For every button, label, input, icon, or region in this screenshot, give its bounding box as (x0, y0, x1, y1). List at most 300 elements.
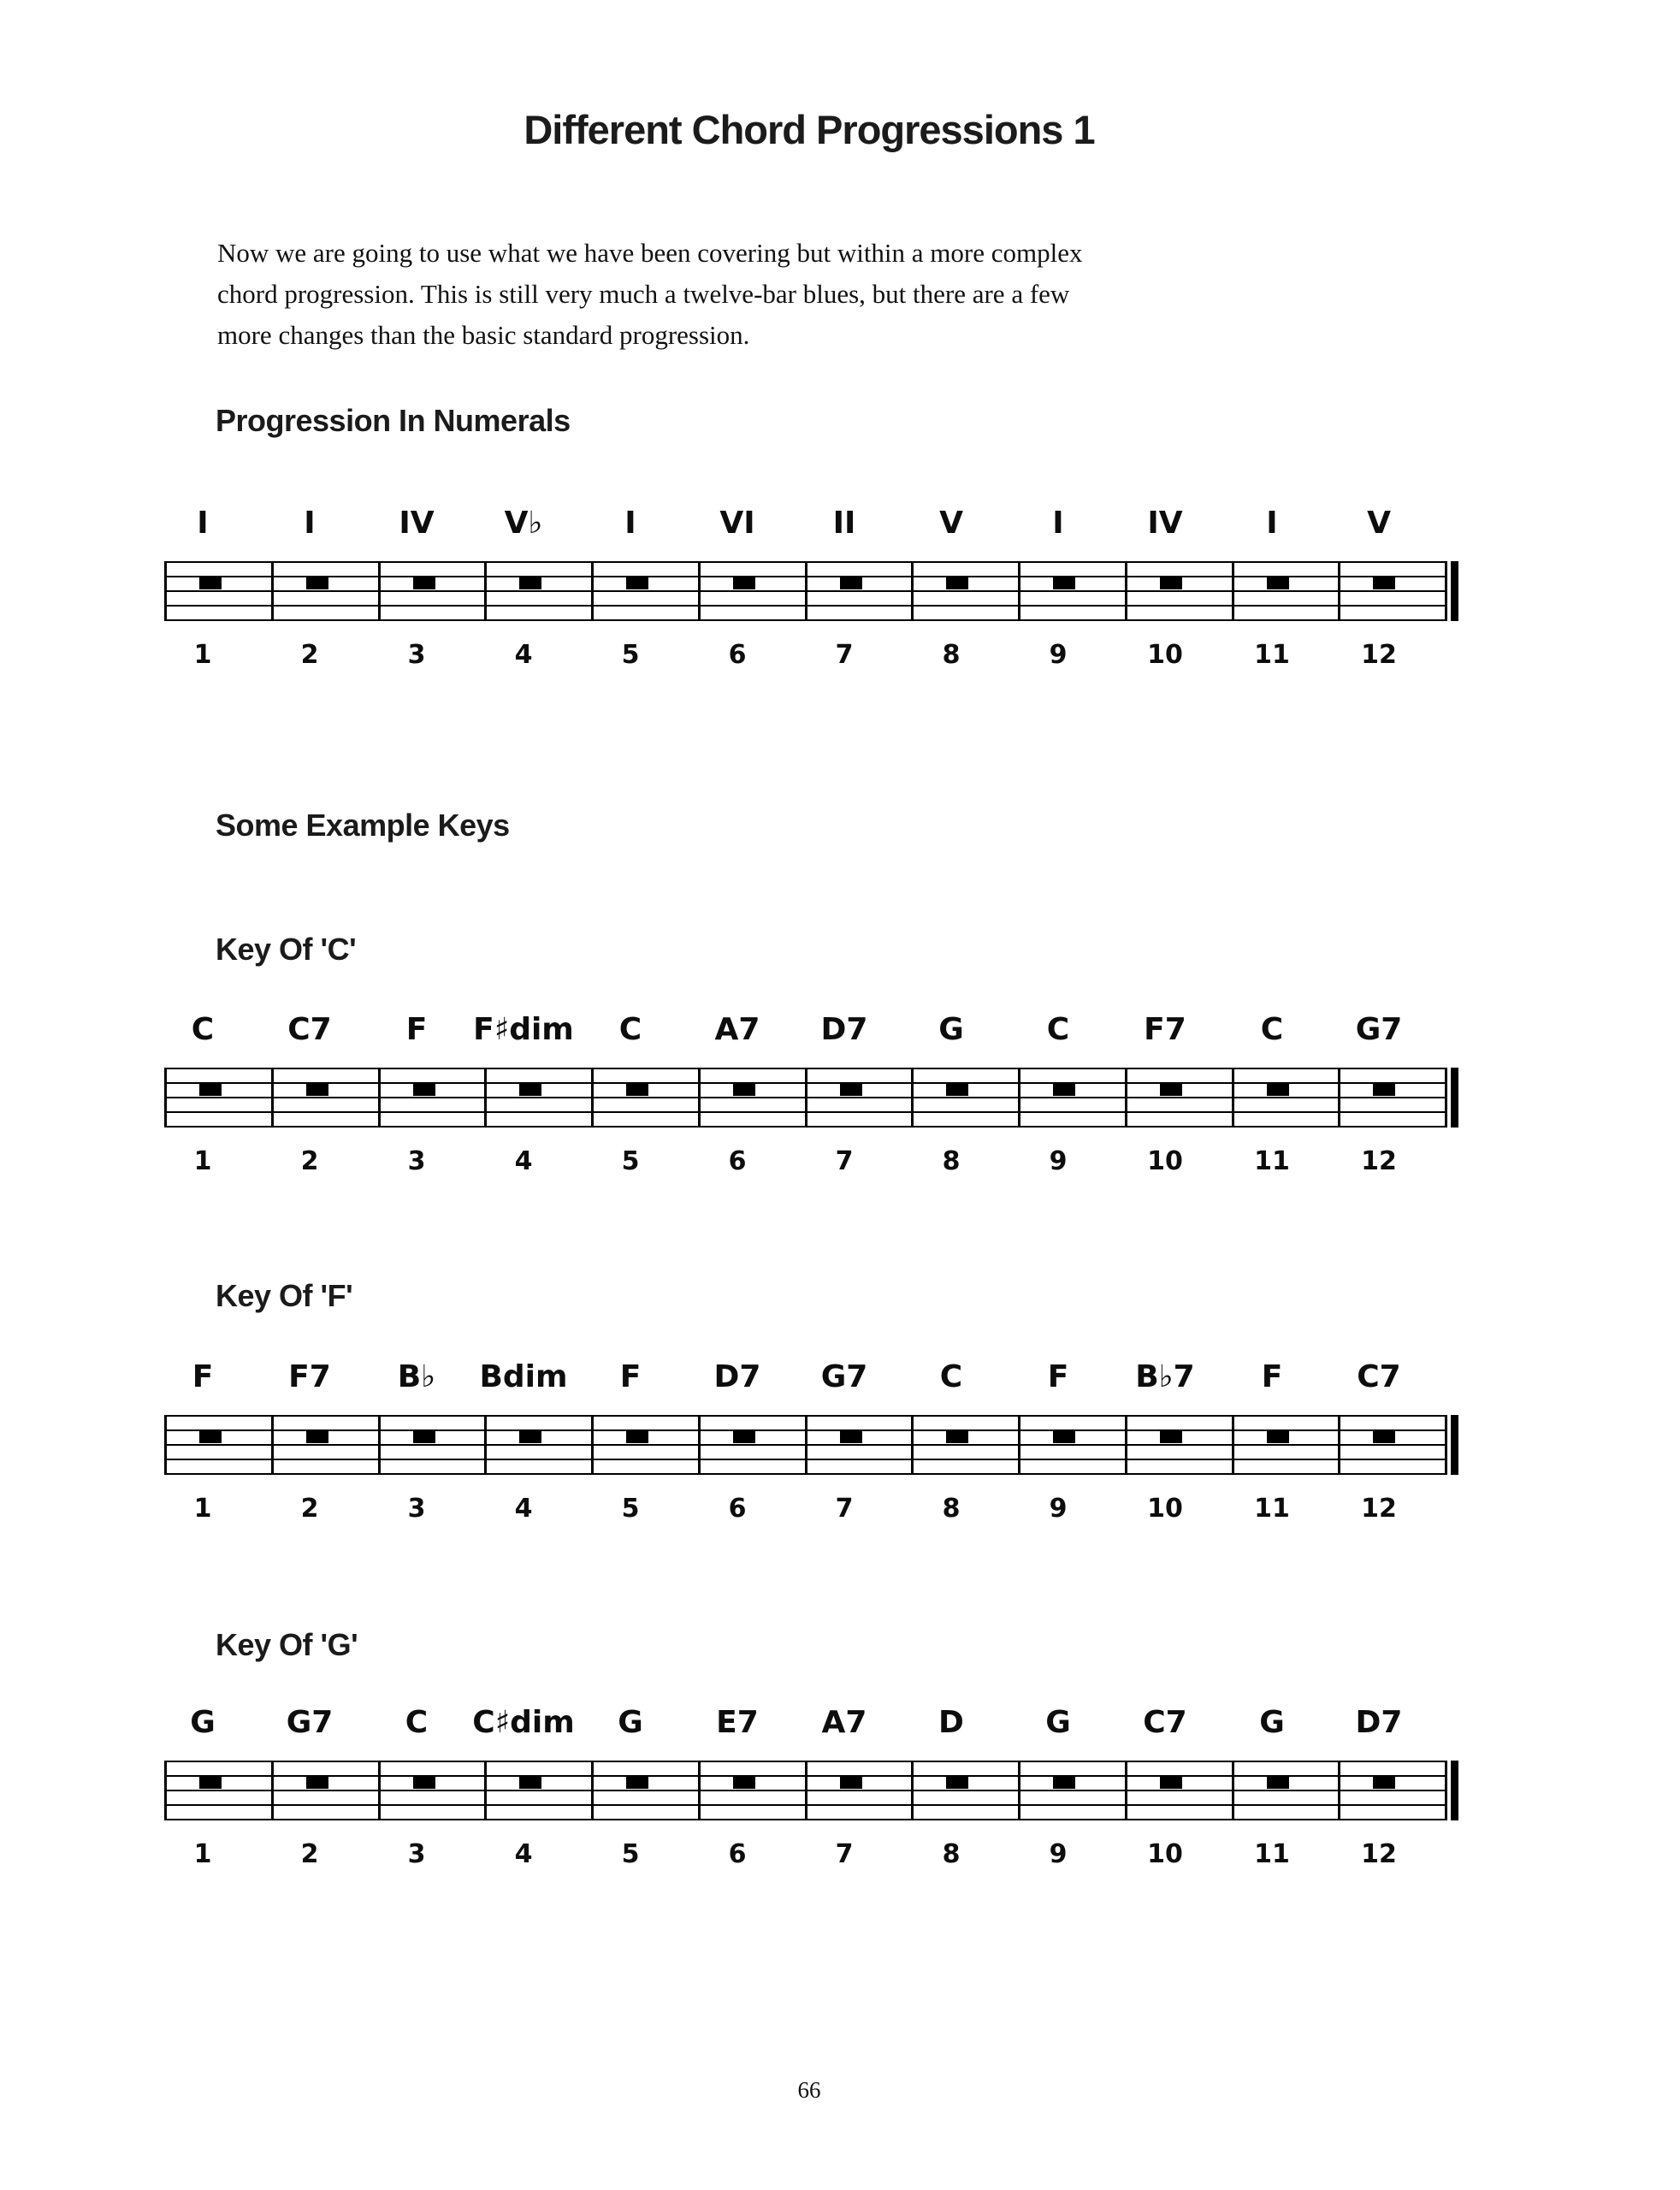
chord-cell (806, 1009, 913, 1051)
chord-cell (378, 1357, 485, 1398)
staff (164, 561, 1447, 621)
chord-cell (271, 503, 378, 544)
bar-number-cell (913, 1490, 1020, 1528)
chord-label: Bdim (479, 1359, 568, 1394)
bar-number-cell (699, 1490, 806, 1528)
chord-label: I (197, 506, 209, 541)
whole-rest-icon (733, 1431, 755, 1443)
bar-number: 12 (1361, 1146, 1397, 1176)
chord-cell (485, 503, 592, 544)
bar-number-cell (1127, 1836, 1233, 1873)
chord-label: C (1260, 1012, 1284, 1047)
chord-cell (378, 1702, 485, 1743)
bar-number: 12 (1361, 1494, 1397, 1524)
whole-rest-icon (840, 1431, 862, 1443)
bar-number: 6 (728, 1494, 747, 1524)
chord-label: F (1047, 1359, 1069, 1394)
bar-number: 8 (942, 1839, 961, 1869)
chord-cell (1020, 1357, 1127, 1398)
measure (1020, 561, 1127, 621)
bar-number-cell (1020, 1490, 1127, 1528)
measure (381, 1415, 488, 1475)
whole-rest-icon (1053, 1431, 1075, 1443)
chord-cell (479, 1357, 592, 1398)
bar-number-cell (271, 636, 378, 674)
final-barline (1451, 1761, 1458, 1820)
bar-number: 3 (407, 640, 426, 670)
chord-label: G7 (820, 1359, 868, 1394)
measure (1234, 1415, 1341, 1475)
bar-number: 8 (942, 1494, 961, 1524)
bar-number: 10 (1147, 640, 1183, 670)
final-barline (1451, 561, 1458, 621)
chord-cell (164, 1357, 271, 1398)
whole-rest-icon (946, 1084, 968, 1096)
measure (1127, 1068, 1234, 1128)
measure (914, 1761, 1020, 1820)
whole-rest-icon (1373, 1777, 1395, 1789)
measure (914, 1415, 1020, 1475)
staff-key-of-c (164, 1009, 1447, 1181)
bar-number-cell (164, 1836, 271, 1873)
chord-label: G (938, 1012, 964, 1047)
whole-rest-icon (306, 1084, 328, 1096)
bar-number: 6 (728, 1146, 747, 1176)
measure (701, 1761, 807, 1820)
bar-number: 4 (514, 1494, 533, 1524)
bar-number-cell (378, 1143, 485, 1181)
measure (274, 1415, 381, 1475)
measure (1234, 561, 1341, 621)
chord-cell (472, 1702, 592, 1743)
chord-cell (1233, 1702, 1340, 1743)
bar-number-cell (271, 1836, 378, 1873)
measures (164, 1415, 1447, 1475)
page-title: Different Chord Progressions 1 (524, 107, 1095, 152)
chord-cell (1020, 503, 1127, 544)
bar-number-cell (485, 636, 592, 674)
bar-number-cell (1020, 1836, 1127, 1873)
whole-rest-icon (1053, 1084, 1075, 1096)
chord-cell (806, 503, 913, 544)
bar-number: 5 (621, 1494, 640, 1524)
bar-number: 10 (1147, 1146, 1183, 1176)
intro-paragraph (217, 233, 1466, 356)
measure (1340, 1068, 1447, 1128)
chord-cell (271, 1702, 378, 1743)
bar-number-cell (699, 1836, 806, 1873)
bar-number: 7 (835, 1494, 854, 1524)
measure (381, 1761, 488, 1820)
measure (914, 561, 1020, 621)
whole-rest-icon (199, 577, 222, 589)
bar-number: 4 (514, 1146, 533, 1176)
chord-cell (806, 1357, 913, 1398)
bar-number-cell (1340, 1490, 1447, 1528)
bar-number-cell (1020, 1143, 1127, 1181)
chord-label: I (624, 506, 636, 541)
measure (1340, 1415, 1447, 1475)
whole-rest-icon (626, 1084, 648, 1096)
bar-number-cell (164, 1490, 271, 1528)
measure (1340, 1761, 1447, 1820)
whole-rest-icon (519, 1431, 541, 1443)
staff-key-of-g (164, 1702, 1447, 1873)
chord-label: G7 (1355, 1012, 1403, 1047)
chord-row (164, 503, 1447, 544)
bar-number-cell (806, 636, 913, 674)
bar-number-cell (485, 1490, 592, 1528)
measure (594, 1068, 701, 1128)
bar-number-row (164, 1490, 1447, 1528)
chord-label: V (1367, 506, 1391, 541)
bar-number: 6 (728, 1839, 747, 1869)
bar-number: 2 (300, 1494, 319, 1524)
measure (381, 1068, 488, 1128)
bar-number: 7 (835, 1839, 854, 1869)
chord-label: F♯dim (473, 1012, 574, 1047)
chord-cell (271, 1357, 378, 1398)
whole-rest-icon (733, 577, 755, 589)
bar-number: 8 (942, 1146, 961, 1176)
measure (487, 1761, 594, 1820)
bar-number: 9 (1049, 640, 1068, 670)
chord-cell (1233, 503, 1340, 544)
measure (487, 561, 594, 621)
chord-label: F (1261, 1359, 1283, 1394)
whole-rest-icon (199, 1431, 222, 1443)
whole-rest-icon (306, 1431, 328, 1443)
bar-number-cell (485, 1143, 592, 1181)
chord-cell (699, 503, 806, 544)
bar-number-cell (1340, 1143, 1447, 1181)
final-barline (1451, 1068, 1458, 1128)
chord-label: E7 (716, 1705, 759, 1740)
bar-number: 8 (942, 640, 961, 670)
chord-cell (378, 503, 485, 544)
measure (807, 1761, 914, 1820)
whole-rest-icon (1373, 1084, 1395, 1096)
bar-number-cell (1233, 1836, 1340, 1873)
whole-rest-icon (519, 577, 541, 589)
heading-key-of-c: Key Of 'C' (216, 932, 357, 967)
chord-cell (1020, 1009, 1127, 1051)
chord-label: D (938, 1705, 964, 1740)
intro-line: chord progression. This is still very much a twelve-bar blues, but there are a few (217, 279, 1070, 309)
chord-label: IV (1147, 506, 1183, 541)
bar-number: 7 (835, 1146, 854, 1176)
chord-row (164, 1702, 1447, 1743)
measure (274, 1761, 381, 1820)
measure (1234, 1068, 1341, 1128)
bar-number-cell (806, 1836, 913, 1873)
chord-cell (592, 1009, 699, 1051)
chord-cell (913, 1357, 1020, 1398)
whole-rest-icon (199, 1777, 222, 1789)
whole-rest-icon (413, 577, 435, 589)
whole-rest-icon (306, 577, 328, 589)
bar-number-cell (378, 636, 485, 674)
heading-key-of-g: Key Of 'G' (216, 1627, 358, 1662)
bar-number: 3 (407, 1494, 426, 1524)
whole-rest-icon (733, 1777, 755, 1789)
measure (701, 1415, 807, 1475)
chord-label: V (939, 506, 963, 541)
page-number: 66 (797, 2077, 821, 2103)
chord-cell (1233, 1009, 1340, 1051)
bar-number: 1 (193, 1494, 212, 1524)
chord-row (164, 1009, 1447, 1051)
whole-rest-icon (413, 1084, 435, 1096)
chord-cell (699, 1357, 806, 1398)
measure (1234, 1761, 1341, 1820)
bar-number-row (164, 636, 1447, 674)
chord-cell (699, 1702, 806, 1743)
bar-number-cell (164, 636, 271, 674)
chord-label: F7 (1144, 1012, 1186, 1047)
chord-label: C7 (1143, 1705, 1187, 1740)
whole-rest-icon (306, 1777, 328, 1789)
measures (164, 1068, 1447, 1128)
measure (1340, 561, 1447, 621)
chord-label: G (618, 1705, 643, 1740)
chord-label: V♭ (504, 506, 543, 541)
bar-number-cell (913, 636, 1020, 674)
bar-number: 12 (1361, 1839, 1397, 1869)
chord-cell (473, 1009, 592, 1051)
bar-number: 10 (1147, 1839, 1183, 1869)
chord-label: C (939, 1359, 963, 1394)
chord-label: B♭ (397, 1359, 436, 1394)
bar-number-cell (1127, 1490, 1233, 1528)
chord-cell (271, 1009, 378, 1051)
chord-label: F (405, 1012, 428, 1047)
measure (1020, 1415, 1127, 1475)
whole-rest-icon (1373, 1431, 1395, 1443)
chord-cell (592, 503, 699, 544)
whole-rest-icon (1160, 1777, 1182, 1789)
chord-label: F (192, 1359, 214, 1394)
measure (594, 1415, 701, 1475)
chord-cell (1127, 503, 1233, 544)
chord-label: C7 (287, 1012, 332, 1047)
whole-rest-icon (626, 1431, 648, 1443)
bar-number: 1 (193, 1146, 212, 1176)
chord-cell (806, 1702, 913, 1743)
bar-number: 1 (193, 640, 212, 670)
intro-line: more changes than the basic standard progression. (217, 320, 750, 350)
whole-rest-icon (1160, 1084, 1182, 1096)
measure (164, 561, 274, 621)
chord-label: A7 (821, 1705, 867, 1740)
bar-number: 12 (1361, 640, 1397, 670)
whole-rest-icon (1053, 577, 1075, 589)
measure (164, 1415, 274, 1475)
whole-rest-icon (519, 1084, 541, 1096)
measures (164, 1761, 1447, 1820)
measure (807, 561, 914, 621)
chord-cell (1127, 1702, 1233, 1743)
whole-rest-icon (1160, 577, 1182, 589)
bar-number: 5 (621, 1839, 640, 1869)
measure (701, 561, 807, 621)
chord-label: C7 (1357, 1359, 1401, 1394)
staff-key-of-f (164, 1357, 1447, 1528)
whole-rest-icon (1053, 1777, 1075, 1789)
staff-numerals (164, 503, 1447, 674)
bar-number: 3 (407, 1839, 426, 1869)
whole-rest-icon (946, 577, 968, 589)
intro-line: Now we are going to use what we have been covering but within a more complex (217, 238, 1083, 268)
chord-cell (913, 1702, 1020, 1743)
whole-rest-icon (1267, 577, 1289, 589)
bar-number-cell (1233, 1490, 1340, 1528)
bar-number: 2 (300, 1839, 319, 1869)
final-barline (1451, 1415, 1458, 1475)
measure (1127, 1761, 1234, 1820)
heading-key-of-f: Key Of 'F' (216, 1278, 353, 1313)
chord-label: II (832, 506, 856, 541)
chord-cell (378, 1009, 485, 1051)
whole-rest-icon (733, 1084, 755, 1096)
whole-rest-icon (946, 1431, 968, 1443)
bar-number: 7 (835, 640, 854, 670)
whole-rest-icon (840, 577, 862, 589)
chord-label: D7 (1355, 1705, 1403, 1740)
bar-number-cell (271, 1143, 378, 1181)
chord-label: F (619, 1359, 642, 1394)
bar-number-cell (699, 1143, 806, 1181)
bar-number: 4 (514, 640, 533, 670)
chord-cell (592, 1357, 699, 1398)
chord-label: C (1046, 1012, 1070, 1047)
measure (274, 1068, 381, 1128)
whole-rest-icon (626, 1777, 648, 1789)
measure (1020, 1761, 1127, 1820)
chord-cell (699, 1009, 806, 1051)
chord-label: D7 (713, 1359, 761, 1394)
bar-number-cell (913, 1143, 1020, 1181)
chord-row (164, 1357, 1447, 1398)
chord-cell (1127, 1009, 1233, 1051)
chord-cell (592, 1702, 699, 1743)
whole-rest-icon (840, 1084, 862, 1096)
bar-number: 9 (1049, 1839, 1068, 1869)
whole-rest-icon (840, 1777, 862, 1789)
bar-number: 9 (1049, 1494, 1068, 1524)
bar-number-cell (1020, 636, 1127, 674)
chord-cell (1127, 1357, 1233, 1398)
bar-number-cell (1233, 1143, 1340, 1181)
bar-number-cell (806, 1143, 913, 1181)
chord-label: I (1266, 506, 1278, 541)
bar-number-cell (913, 1836, 1020, 1873)
bar-number: 11 (1254, 1494, 1290, 1524)
bar-number: 6 (728, 640, 747, 670)
staff (164, 1415, 1447, 1475)
bar-number-cell (699, 636, 806, 674)
bar-number-cell (271, 1490, 378, 1528)
measure (381, 561, 488, 621)
bar-number: 9 (1049, 1146, 1068, 1176)
chord-label: G7 (286, 1705, 334, 1740)
bar-number: 4 (514, 1839, 533, 1869)
chord-cell (1020, 1702, 1127, 1743)
whole-rest-icon (1160, 1431, 1182, 1443)
chord-cell (164, 503, 271, 544)
measure (1127, 561, 1234, 621)
chord-label: I (304, 506, 316, 541)
bar-number-cell (806, 1490, 913, 1528)
bar-number-cell (1127, 1143, 1233, 1181)
bar-number: 5 (621, 640, 640, 670)
chord-label: IV (399, 506, 435, 541)
whole-rest-icon (946, 1777, 968, 1789)
staff (164, 1761, 1447, 1820)
measure (594, 1761, 701, 1820)
measure (487, 1068, 594, 1128)
bar-number-row (164, 1836, 1447, 1873)
chord-cell (1340, 1009, 1447, 1051)
chord-cell (164, 1702, 271, 1743)
bar-number-row (164, 1143, 1447, 1181)
bar-number-cell (592, 636, 699, 674)
bar-number-cell (592, 1490, 699, 1528)
measure (487, 1415, 594, 1475)
whole-rest-icon (1267, 1084, 1289, 1096)
measure (701, 1068, 807, 1128)
whole-rest-icon (1267, 1431, 1289, 1443)
bar-number: 10 (1147, 1494, 1183, 1524)
chord-label: G (1259, 1705, 1285, 1740)
chord-label: I (1052, 506, 1064, 541)
bar-number-cell (485, 1836, 592, 1873)
chord-label: A7 (714, 1012, 760, 1047)
bar-number: 11 (1254, 1839, 1290, 1869)
chord-label: B♭7 (1135, 1359, 1195, 1394)
whole-rest-icon (1267, 1777, 1289, 1789)
chord-label: C (618, 1012, 642, 1047)
measure (1020, 1068, 1127, 1128)
bar-number: 2 (300, 640, 319, 670)
chord-cell (164, 1009, 271, 1051)
chord-label: C (405, 1705, 429, 1740)
measures (164, 561, 1447, 621)
bar-number-cell (592, 1836, 699, 1873)
bar-number: 11 (1254, 1146, 1290, 1176)
chord-label: G (190, 1705, 216, 1740)
staff (164, 1068, 1447, 1128)
bar-number-cell (592, 1143, 699, 1181)
whole-rest-icon (519, 1777, 541, 1789)
heading-some-example-keys: Some Example Keys (216, 808, 510, 843)
bar-number-cell (1233, 636, 1340, 674)
chord-label: F7 (288, 1359, 331, 1394)
measure (594, 561, 701, 621)
chord-cell (1340, 1702, 1447, 1743)
bar-number-cell (1127, 636, 1233, 674)
chord-cell (1233, 1357, 1340, 1398)
chord-cell (1340, 503, 1447, 544)
whole-rest-icon (626, 577, 648, 589)
chord-cell (913, 1009, 1020, 1051)
bar-number-cell (378, 1490, 485, 1528)
bar-number-cell (164, 1143, 271, 1181)
whole-rest-icon (413, 1777, 435, 1789)
chord-label: G (1045, 1705, 1071, 1740)
bar-number-cell (1340, 1836, 1447, 1873)
chord-label: C♯dim (472, 1705, 575, 1740)
